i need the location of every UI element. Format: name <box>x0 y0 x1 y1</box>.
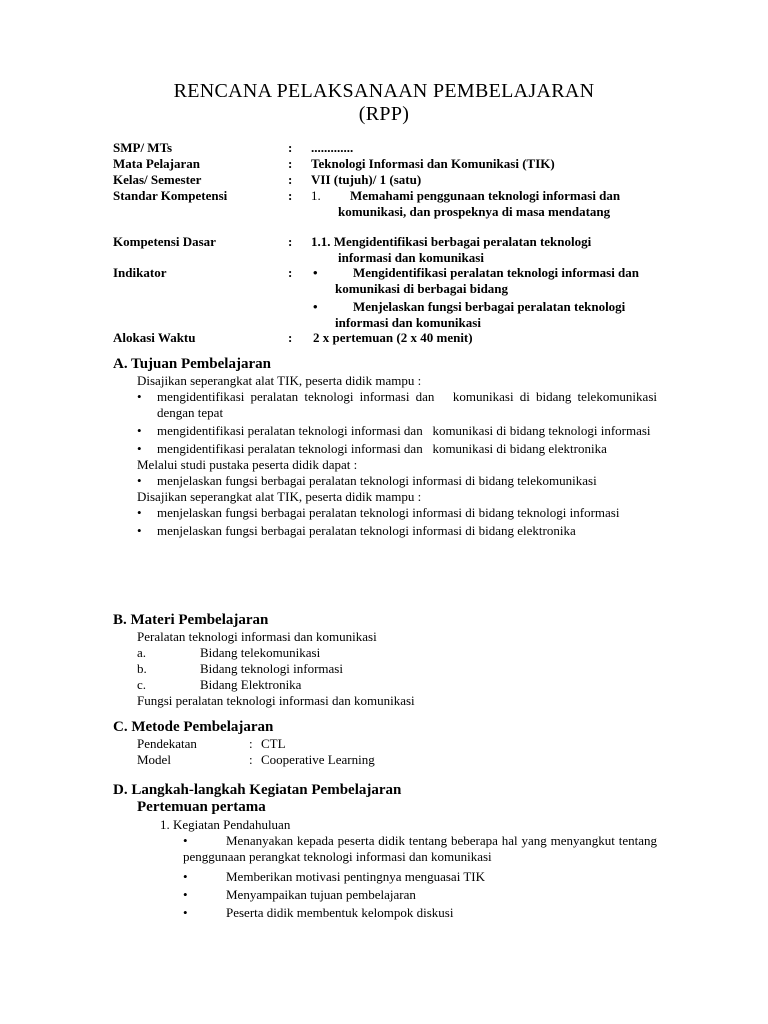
class-value: VII (tujuh)/ 1 (satu) <box>311 172 422 187</box>
list-item-text: Memberikan motivasi pentingnya menguasai TIK <box>226 869 485 884</box>
school-value: ............. <box>311 140 354 155</box>
method-row <box>137 752 657 768</box>
list-item <box>137 423 657 439</box>
bullet-icon: • <box>183 887 188 902</box>
activity-title: 1. Kegiatan Pendahuluan <box>160 817 291 832</box>
section-b-outro: Fungsi peralatan teknologi informasi dan komunikasi <box>137 693 415 708</box>
list-item-text: mengidentifikasi peralatan teknologi informasi dan komunikasi di bidang elektronika <box>157 441 607 456</box>
sk-value: Memahami penggunaan teknologi informasi dan komunikasi, dan prospeknya di masa mendatang <box>338 188 621 219</box>
list-key: a. <box>137 645 147 660</box>
list-key: c. <box>137 677 147 692</box>
identity-row-time <box>113 330 653 346</box>
identity-row-class <box>113 172 653 188</box>
list-item-text: Bidang Elektronika <box>200 677 302 692</box>
bullet-icon: • <box>183 905 188 920</box>
list-item <box>137 441 657 457</box>
sk-number: 1. <box>311 188 321 203</box>
list-item-text: mengidentifikasi peralatan teknologi informasi dan komunikasi di bidang teknologi informasi <box>157 423 651 438</box>
section-b-body <box>137 629 657 709</box>
section-a-intro-3: Disajikan seperangkat alat TIK, peserta didik mampu : <box>137 489 422 504</box>
time-label: Alokasi Waktu <box>113 330 196 345</box>
method-value: Cooperative Learning <box>261 752 375 767</box>
sk-label: Standar Kompetensi <box>113 188 228 203</box>
list-item <box>183 905 657 921</box>
list-item <box>137 505 657 521</box>
list-item-text: Bidang teknologi informasi <box>200 661 343 676</box>
indicator-text: Mengidentifikasi peralatan teknologi informasi dan komunikasi di berbagai bidang <box>335 265 649 296</box>
method-key: Model <box>137 752 171 767</box>
identity-table <box>113 140 665 346</box>
identity-row-indicator <box>113 265 665 331</box>
bullet-icon: • <box>137 505 142 520</box>
method-value: CTL <box>261 736 286 751</box>
kd-value: 1.1. Mengidentifikasi berbagai peralatan teknologi <box>311 234 592 249</box>
colon: : <box>288 156 293 171</box>
list-item-text: menjelaskan fungsi berbagai peralatan teknologi informasi di bidang telekomunikasi <box>157 473 597 488</box>
bullet-icon: • <box>137 441 142 456</box>
colon: : <box>249 736 253 751</box>
subject-label: Mata Pelajaran <box>113 156 201 171</box>
kd-label: Kompetensi Dasar <box>113 234 216 249</box>
section-a-intro-1: Disajikan seperangkat alat TIK, peserta didik mampu : <box>137 373 422 388</box>
bullet-icon: • <box>137 423 142 438</box>
section-c-heading: C. Metode Pembelajaran <box>113 719 274 735</box>
section-c-body <box>137 736 657 768</box>
time-value: 2 x pertemuan (2 x 40 menit) <box>313 330 473 345</box>
colon: : <box>249 752 253 767</box>
indicator-item <box>311 265 649 297</box>
list-item-text: Menyampaikan tujuan pembelajaran <box>226 887 416 902</box>
section-d-body <box>160 817 657 921</box>
colon: : <box>288 140 293 155</box>
subject-value: Teknologi Informasi dan Komunikasi (TIK) <box>311 156 555 171</box>
section-a-heading: A. Tujuan Pembelajaran <box>113 356 271 372</box>
title-line-1: RENCANA PELAKSANAAN PEMBELAJARAN <box>173 80 595 102</box>
list-item <box>183 869 657 885</box>
list-item-text: Peserta didik membentuk kelompok diskusi <box>226 905 454 920</box>
list-item-text: Bidang telekomunikasi <box>200 645 321 660</box>
indicator-label: Indikator <box>113 265 167 280</box>
list-item <box>137 473 657 489</box>
indicator-text: Menjelaskan fungsi berbagai peralatan teknologi informasi dan komunikasi <box>335 299 665 330</box>
section-a-intro-2: Melalui studi pustaka peserta didik dapat : <box>137 457 358 472</box>
method-row <box>137 736 657 752</box>
bullet-icon: • <box>183 833 188 848</box>
list-item <box>183 887 657 903</box>
bullet-icon: • <box>137 389 142 404</box>
bullet-icon: • <box>313 299 318 314</box>
list-item-text: menjelaskan fungsi berbagai peralatan teknologi informasi di bidang elektronika <box>157 523 576 538</box>
section-d-subheading: Pertemuan pertama <box>137 799 266 815</box>
bullet-icon: • <box>137 473 142 488</box>
list-key: b. <box>137 661 147 676</box>
list-item <box>183 833 657 865</box>
colon: : <box>288 265 293 280</box>
bullet-icon: • <box>313 265 318 280</box>
identity-row-subject <box>113 156 653 172</box>
list-item <box>137 677 657 693</box>
section-a-body <box>137 373 661 539</box>
list-item <box>137 645 657 661</box>
section-b-heading: B. Materi Pembelajaran <box>113 612 269 628</box>
class-label: Kelas/ Semester <box>113 172 202 187</box>
identity-row-school <box>113 140 653 156</box>
list-item-text: mengidentifikasi peralatan teknologi informasi dan komunikasi di bidang telekomunikasi dengan tepat <box>157 389 661 420</box>
colon: : <box>288 188 293 203</box>
colon: : <box>288 330 293 345</box>
method-key: Pendekatan <box>137 736 197 751</box>
section-d-heading: D. Langkah-langkah Kegiatan Pembelajaran <box>113 782 402 798</box>
list-item-text: menjelaskan fungsi berbagai peralatan teknologi informasi di bidang teknologi informasi <box>157 505 620 520</box>
colon: : <box>288 234 293 249</box>
list-item <box>137 523 657 539</box>
list-item-text: Menanyakan kepada peserta didik tentang beberapa hal yang menyangkut tentang penggunaan perangkat teknologi informasi dan komunikasi <box>183 833 657 864</box>
kd-value-continued: informasi dan komunikasi <box>338 250 484 265</box>
bullet-icon: • <box>183 869 188 884</box>
section-b-intro: Peralatan teknologi informasi dan komunikasi <box>137 629 377 644</box>
list-item <box>137 661 657 677</box>
document-title <box>0 80 768 126</box>
list-item <box>137 389 661 421</box>
colon: : <box>288 172 293 187</box>
identity-row-kd <box>113 234 653 266</box>
indicator-item <box>311 299 665 331</box>
bullet-icon: • <box>137 523 142 538</box>
identity-row-sk <box>113 188 653 236</box>
title-line-2: (RPP) <box>358 103 410 125</box>
school-label: SMP/ MTs <box>113 140 173 155</box>
